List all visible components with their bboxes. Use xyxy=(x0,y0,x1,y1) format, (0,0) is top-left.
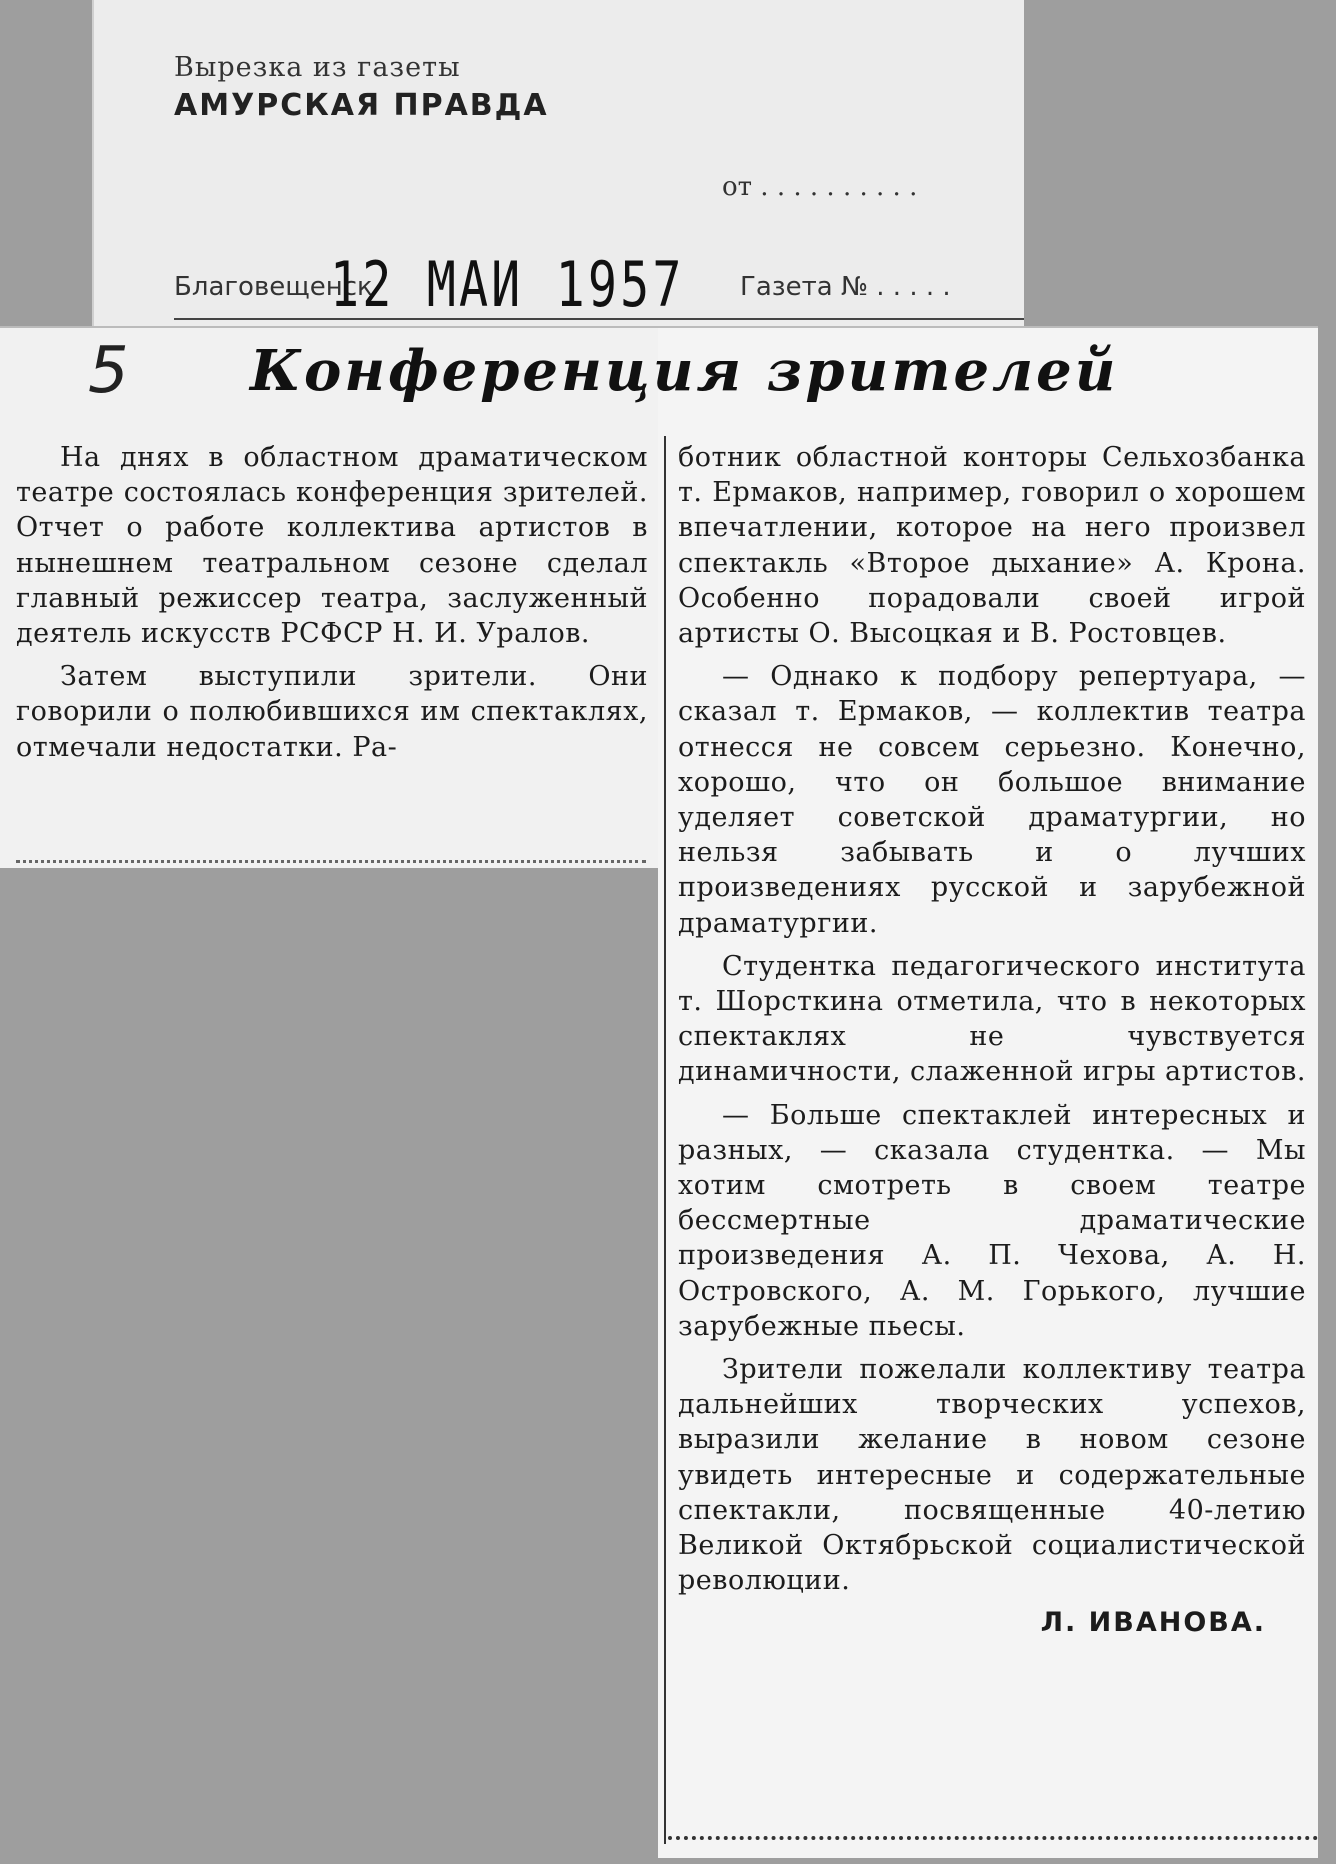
date-field: от . . . . . . . . . . xyxy=(722,172,918,202)
issue-number-field: Газета № . . . . . xyxy=(740,272,951,302)
card-label: Вырезка из газеты xyxy=(174,52,461,83)
column-divider xyxy=(664,436,666,1844)
paragraph: — Однако к подбору репертуара, — сказал т. Ермаков, — коллектив театра отнесся не совсем серьезно. Конечно, хорошо, что он большое внимание уделяет советской драматургии, но нельзя забывать и о лучших произведениях русской и зарубежной драматургии. xyxy=(678,661,1306,939)
right-column xyxy=(678,440,1306,1640)
bottom-divider xyxy=(668,1836,1318,1840)
left-bottom-divider xyxy=(16,860,646,863)
paragraph: ботник областной конторы Сельхозбанка т. Ермаков, например, говорил о хорошем впечатлении, которое на него произвел спектакль «Второе дыхание» А. Крона. Особенно порадовали своей игрой артисты О. Высоцкая и В. Ростовцев. xyxy=(678,442,1306,650)
paragraph: Затем выступили зрители. Они говорили о полюбившихся им спектаклях, отмечали недостатки. Ра- xyxy=(16,661,648,763)
paragraph: — Больше спектаклей интересных и разных, — сказала студентка. — Мы хотим смотреть в своем театре бессмертные драматические произведения А. П. Чехова, А. Н. Островского, А. М. Горького, лучшие зарубежные пьесы. xyxy=(678,1099,1306,1342)
author-signature: Л. ИВАНОВА. xyxy=(1040,1606,1266,1638)
left-column xyxy=(16,440,648,765)
paragraph: На днях в областном драматическом театре состоялась конференция зрителей. Отчет о работе коллектива артистов в нынешнем театральном сезоне сделал главный режиссер театра, заслуженный деятель искусств РСФСР Н. И. Уралов. xyxy=(16,442,648,650)
city-field: Благовещенск xyxy=(174,272,373,302)
date-stamp: 12 МАИ 1957 xyxy=(330,248,685,321)
newspaper-name: АМУРСКАЯ ПРАВДА xyxy=(174,88,549,123)
handwritten-mark: 5 xyxy=(88,334,129,408)
paragraph: Студентка педагогического института т. Шорсткина отметила, что в некоторых спектаклях не чувствуется динамичности, слаженной игры артистов. xyxy=(678,950,1306,1088)
article-headline: Конференция зрителей xyxy=(250,338,1119,404)
paragraph: Зрители пожелали коллективу театра дальнейших творческих успехов, выразили желание в новом сезоне увидеть интересные и содержательные спектакли, посвященные 40-летию Великой Октябрьской социалистической революции. xyxy=(678,1354,1306,1597)
